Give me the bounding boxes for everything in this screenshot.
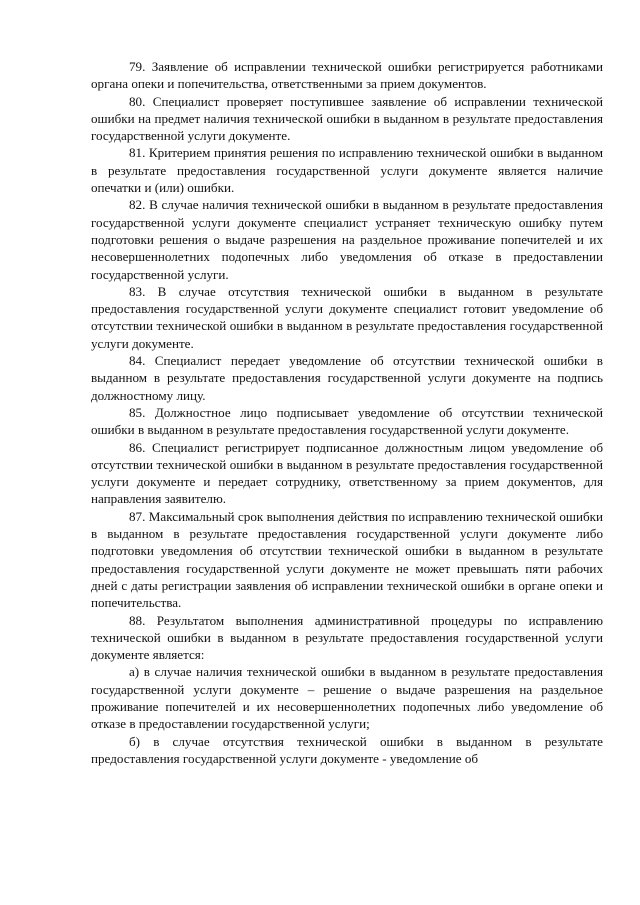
paragraph-85: 85. Должностное лицо подписывает уведомление об отсутствии технической ошибки в выданном в результате предоставления государственной услуги документе. [91,404,603,438]
paragraph-88: 88. Результатом выполнения административной процедуры по исправлению технической ошибки в выданном в результате предоставления государственной услуги документе является: [91,612,603,663]
paragraph-84: 84. Специалист передает уведомление об отсутствии технической ошибки в выданном в результате предоставления государственной услуги документе на подпись должностному лицу. [91,353,603,403]
paragraph-88-a: а) в случае наличия технической ошибки в выданном в результате предоставления государственной услуги документе – решение о выдаче разрешения на раздельное проживание попечителей и их несовершеннолетних подопечных либо уведомление об отказе в предоставлении государственной услуги; [91,664,603,732]
paragraph-82: 82. В случае наличия технической ошибки в выданном в результате предоставления государственной услуги документе специалист устраняет техническую ошибку путем подготовки решения о выдаче разрешения на раздельное проживание попечителей и их несовершеннолетних подопечных либо уведомления об отказе в предоставлении государственной услуги. [91,197,603,282]
paragraph-83: 83. В случае отсутствия технической ошибки в выданном в результате предоставления государственной услуги документе специалист готовит уведомление об отсутствии технической ошибки в выданном в результате предоставления государственной услуги документе. [91,283,603,351]
paragraph-87: 87. Максимальный срок выполнения действия по исправлению технической ошибки в выданном в результате предоставления государственной услуги документе либо подготовки уведомления об отсутствии технической ошибки в выданном в результате предоставления государственной услуги документе не может превышать пяти рабочих дней с даты регистрации заявления об исправлении технической ошибки в органе опеки и попечительства. [91,508,603,611]
paragraph-80: 80. Специалист проверяет поступившее заявление об исправлении технической ошибки на предмет наличия технической ошибки в выданном в результате предоставления государственной услуги документе. [91,93,603,144]
document-page [91,58,603,767]
paragraph-86: 86. Специалист регистрирует подписанное должностным лицом уведомление об отсутствии технической ошибки в выданном в результате предоставления государственной услуги документе и передает сотруднику, ответственному за прием документов, для направления заявителю. [91,439,603,507]
paragraph-88-b: б) в случае отсутствия технической ошибки в выданном в результате предоставления государственной услуги документе - уведомление об [91,733,603,766]
paragraph-81: 81. Критерием принятия решения по исправлению технической ошибки в выданном в результате предоставления государственной услуги документе является наличие опечатки и (или) ошибки. [91,145,603,196]
paragraph-79: 79. Заявление об исправлении технической ошибки регистрируется работниками органа опеки и попечительства, ответственными за прием документов. [91,59,603,92]
